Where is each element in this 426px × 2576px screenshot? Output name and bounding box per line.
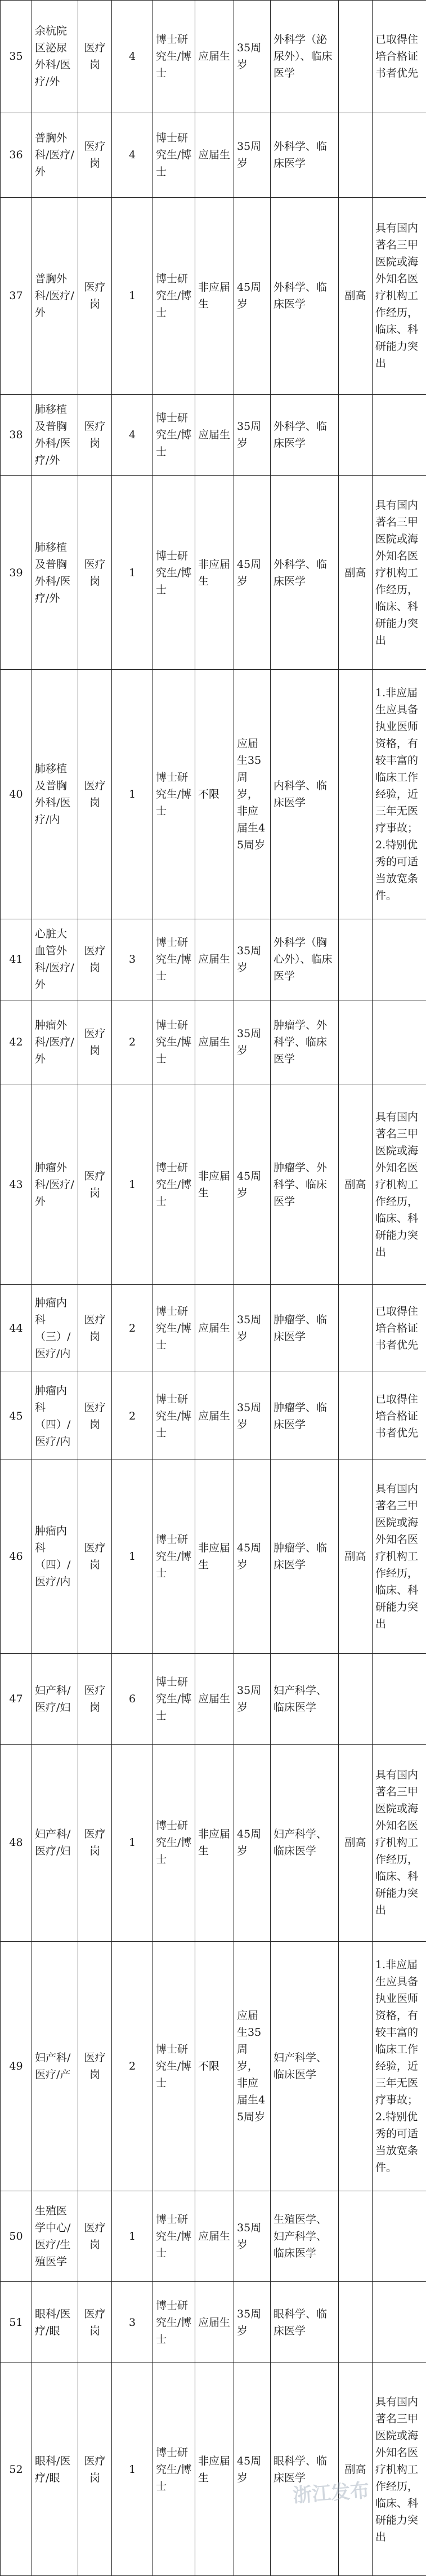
row-number-cell: 36 — [1, 113, 32, 197]
age-limit-cell: 45周岁 — [234, 475, 271, 669]
candidate-type-cell: 应届生 — [195, 1654, 234, 1745]
major-cell: 生殖医学、妇产科学、临床医学 — [271, 2191, 339, 2281]
education-cell: 博士研究生/博士 — [153, 1, 195, 113]
headcount-cell: 4 — [112, 113, 153, 197]
other-requirements-cell: 已取得住培合格证书者优先 — [373, 1, 426, 113]
department-cell: 眼科/医疗/眼 — [32, 2281, 78, 2363]
education-cell: 博士研究生/博士 — [153, 394, 195, 475]
post-type-cell: 医疗岗 — [78, 670, 112, 919]
major-cell: 妇产科学、临床医学 — [271, 1745, 339, 1942]
table-row — [1, 1084, 426, 1284]
department-cell: 普胸外科/医疗/外 — [32, 197, 78, 394]
post-type-cell: 医疗岗 — [78, 2363, 112, 2576]
post-type-cell: 医疗岗 — [78, 1745, 112, 1942]
headcount-cell: 3 — [112, 2281, 153, 2363]
age-limit-cell: 35周岁 — [234, 1, 271, 113]
major-cell: 外科学（泌尿外）、临床医学 — [271, 1, 339, 113]
table-row — [1, 1654, 426, 1745]
major-cell: 肿瘤学、临床医学 — [271, 1460, 339, 1653]
age-limit-cell: 45周岁 — [234, 2363, 271, 2576]
headcount-cell: 2 — [112, 1372, 153, 1460]
candidate-type-cell: 不限 — [195, 1941, 234, 2191]
age-limit-cell: 35周岁 — [234, 1284, 271, 1372]
post-type-cell: 医疗岗 — [78, 1000, 112, 1084]
age-limit-cell: 应届生35周岁，非应届生45周岁 — [234, 1941, 271, 2191]
major-cell: 内科学、临床医学 — [271, 670, 339, 919]
education-cell: 博士研究生/博士 — [153, 475, 195, 669]
candidate-type-cell: 应届生 — [195, 919, 234, 1000]
row-number-cell: 44 — [1, 1284, 32, 1372]
major-cell: 妇产科学、临床医学 — [271, 1941, 339, 2191]
age-limit-cell: 35周岁 — [234, 1372, 271, 1460]
title-cell — [339, 1284, 373, 1372]
age-limit-cell: 45周岁 — [234, 1745, 271, 1942]
education-cell: 博士研究生/博士 — [153, 1000, 195, 1084]
other-requirements-cell — [373, 394, 426, 475]
headcount-cell: 1 — [112, 1460, 153, 1653]
title-cell — [339, 670, 373, 919]
headcount-cell: 2 — [112, 1000, 153, 1084]
department-cell: 妇产科/医疗/妇 — [32, 1654, 78, 1745]
table-row — [1, 1745, 426, 1942]
department-cell: 心脏大血管外科/医疗/外 — [32, 919, 78, 1000]
post-type-cell: 医疗岗 — [78, 919, 112, 1000]
candidate-type-cell: 应届生 — [195, 394, 234, 475]
post-type-cell: 医疗岗 — [78, 2191, 112, 2281]
title-cell — [339, 1941, 373, 2191]
table-row — [1, 475, 426, 669]
department-cell: 妇产科/医疗/妇 — [32, 1745, 78, 1942]
row-number-cell: 37 — [1, 197, 32, 394]
other-requirements-cell: 具有国内著名三甲医院或海外知名医疗机构工作经历，临床、科研能力突出 — [373, 1460, 426, 1653]
row-number-cell: 52 — [1, 2363, 32, 2576]
education-cell: 博士研究生/博士 — [153, 1745, 195, 1942]
department-cell: 眼科/医疗/眼 — [32, 2363, 78, 2576]
row-number-cell: 45 — [1, 1372, 32, 1460]
post-type-cell: 医疗岗 — [78, 2281, 112, 2363]
major-cell: 外科学（胸心外）、临床医学 — [271, 919, 339, 1000]
headcount-cell: 1 — [112, 475, 153, 669]
candidate-type-cell: 应届生 — [195, 1000, 234, 1084]
row-number-cell: 48 — [1, 1745, 32, 1942]
table-row — [1, 1460, 426, 1653]
age-limit-cell: 45周岁 — [234, 1460, 271, 1653]
other-requirements-cell: 1.非应届生应具备执业医师资格，有较丰富的临床工作经验，近三年无医疗事故；2.特别优秀的可适当放宽条件。 — [373, 670, 426, 919]
education-cell: 博士研究生/博士 — [153, 2191, 195, 2281]
row-number-cell: 51 — [1, 2281, 32, 2363]
other-requirements-cell: 具有国内著名三甲医院或海外知名医疗机构工作经历，临床、科研能力突出 — [373, 2363, 426, 2576]
title-cell: 副高 — [339, 1460, 373, 1653]
title-cell: 副高 — [339, 2363, 373, 2576]
education-cell: 博士研究生/博士 — [153, 1654, 195, 1745]
department-cell: 肿瘤外科/医疗/外 — [32, 1084, 78, 1284]
row-number-cell: 49 — [1, 1941, 32, 2191]
age-limit-cell: 35周岁 — [234, 1000, 271, 1084]
education-cell: 博士研究生/博士 — [153, 2363, 195, 2576]
department-cell: 肿瘤内科（四）/医疗/内 — [32, 1372, 78, 1460]
table-row — [1, 113, 426, 197]
table-row — [1, 2363, 426, 2576]
candidate-type-cell: 应届生 — [195, 1372, 234, 1460]
major-cell: 眼科学、临床医学 — [271, 2363, 339, 2576]
post-type-cell: 医疗岗 — [78, 1, 112, 113]
headcount-cell: 4 — [112, 1, 153, 113]
post-type-cell: 医疗岗 — [78, 113, 112, 197]
headcount-cell: 3 — [112, 919, 153, 1000]
title-cell — [339, 919, 373, 1000]
post-type-cell: 医疗岗 — [78, 394, 112, 475]
major-cell: 肿瘤学、外科学、临床医学 — [271, 1084, 339, 1284]
department-cell: 肺移植及普胸外科/医疗/外 — [32, 394, 78, 475]
other-requirements-cell — [373, 1654, 426, 1745]
age-limit-cell: 应届生35周岁，非应届生45周岁 — [234, 670, 271, 919]
headcount-cell: 1 — [112, 1084, 153, 1284]
education-cell: 博士研究生/博士 — [153, 670, 195, 919]
department-cell: 生殖医学中心/医疗/生殖医学 — [32, 2191, 78, 2281]
headcount-cell: 1 — [112, 2363, 153, 2576]
education-cell: 博士研究生/博士 — [153, 1284, 195, 1372]
row-number-cell: 42 — [1, 1000, 32, 1084]
post-type-cell: 医疗岗 — [78, 1941, 112, 2191]
age-limit-cell: 35周岁 — [234, 1654, 271, 1745]
post-type-cell: 医疗岗 — [78, 1372, 112, 1460]
title-cell: 副高 — [339, 1745, 373, 1942]
other-requirements-cell: 已取得住培合格证书者优先 — [373, 1284, 426, 1372]
major-cell: 外科学、临床医学 — [271, 197, 339, 394]
candidate-type-cell: 不限 — [195, 670, 234, 919]
title-cell — [339, 2191, 373, 2281]
title-cell — [339, 1, 373, 113]
other-requirements-cell — [373, 113, 426, 197]
row-number-cell: 41 — [1, 919, 32, 1000]
post-type-cell: 医疗岗 — [78, 475, 112, 669]
other-requirements-cell: 具有国内著名三甲医院或海外知名医疗机构工作经历，临床、科研能力突出 — [373, 1084, 426, 1284]
major-cell: 外科学、临床医学 — [271, 475, 339, 669]
age-limit-cell: 35周岁 — [234, 2281, 271, 2363]
other-requirements-cell — [373, 1000, 426, 1084]
row-number-cell: 35 — [1, 1, 32, 113]
row-number-cell: 40 — [1, 670, 32, 919]
title-cell — [339, 1654, 373, 1745]
education-cell: 博士研究生/博士 — [153, 1941, 195, 2191]
table-row — [1, 1000, 426, 1084]
post-type-cell: 医疗岗 — [78, 1460, 112, 1653]
table-row — [1, 394, 426, 475]
title-cell — [339, 1000, 373, 1084]
other-requirements-cell: 具有国内著名三甲医院或海外知名医疗机构工作经历，临床、科研能力突出 — [373, 1745, 426, 1942]
other-requirements-cell — [373, 2281, 426, 2363]
headcount-cell: 6 — [112, 1654, 153, 1745]
other-requirements-cell: 具有国内著名三甲医院或海外知名医疗机构工作经历，临床、科研能力突出 — [373, 197, 426, 394]
post-type-cell: 医疗岗 — [78, 197, 112, 394]
post-type-cell: 医疗岗 — [78, 1654, 112, 1745]
candidate-type-cell: 应届生 — [195, 2281, 234, 2363]
table-row — [1, 1284, 426, 1372]
department-cell: 肺移植及普胸外科/医疗/内 — [32, 670, 78, 919]
headcount-cell: 4 — [112, 394, 153, 475]
headcount-cell: 1 — [112, 670, 153, 919]
department-cell: 妇产科/医疗/产 — [32, 1941, 78, 2191]
row-number-cell: 47 — [1, 1654, 32, 1745]
table-row — [1, 2191, 426, 2281]
title-cell — [339, 2281, 373, 2363]
other-requirements-cell — [373, 919, 426, 1000]
watermark-logo: 浙江发布 — [292, 2479, 370, 2507]
major-cell: 肿瘤学、外科学、临床医学 — [271, 1000, 339, 1084]
row-number-cell: 46 — [1, 1460, 32, 1653]
post-type-cell: 医疗岗 — [78, 1084, 112, 1284]
title-cell — [339, 1372, 373, 1460]
row-number-cell: 50 — [1, 2191, 32, 2281]
other-requirements-cell: 已取得住培合格证书者优先 — [373, 1372, 426, 1460]
department-cell: 普胸外科/医疗/外 — [32, 113, 78, 197]
major-cell: 眼科学、临床医学 — [271, 2281, 339, 2363]
table-row — [1, 670, 426, 919]
candidate-type-cell: 非应届生 — [195, 2363, 234, 2576]
headcount-cell: 1 — [112, 2191, 153, 2281]
education-cell: 博士研究生/博士 — [153, 197, 195, 394]
education-cell: 博士研究生/博士 — [153, 2281, 195, 2363]
education-cell: 博士研究生/博士 — [153, 1460, 195, 1653]
department-cell: 肿瘤内科（三）/医疗/内 — [32, 1284, 78, 1372]
table-row — [1, 1941, 426, 2191]
other-requirements-cell — [373, 2191, 426, 2281]
other-requirements-cell: 具有国内著名三甲医院或海外知名医疗机构工作经历，临床、科研能力突出 — [373, 475, 426, 669]
department-cell: 肺移植及普胸外科/医疗/外 — [32, 475, 78, 669]
headcount-cell: 1 — [112, 1745, 153, 1942]
title-cell: 副高 — [339, 1084, 373, 1284]
candidate-type-cell: 应届生 — [195, 113, 234, 197]
row-number-cell: 38 — [1, 394, 32, 475]
table-row — [1, 1372, 426, 1460]
other-requirements-cell: 1.非应届生应具备执业医师资格，有较丰富的临床工作经验，近三年无医疗事故；2.特别优秀的可适当放宽条件。 — [373, 1941, 426, 2191]
major-cell: 外科学、临床医学 — [271, 113, 339, 197]
education-cell: 博士研究生/博士 — [153, 113, 195, 197]
major-cell: 外科学、临床医学 — [271, 394, 339, 475]
age-limit-cell: 45周岁 — [234, 1084, 271, 1284]
candidate-type-cell: 应届生 — [195, 1284, 234, 1372]
major-cell: 肿瘤学、临床医学 — [271, 1372, 339, 1460]
candidate-type-cell: 应届生 — [195, 1, 234, 113]
table-row — [1, 197, 426, 394]
education-cell: 博士研究生/博士 — [153, 919, 195, 1000]
candidate-type-cell: 非应届生 — [195, 1460, 234, 1653]
title-cell — [339, 394, 373, 475]
row-number-cell: 39 — [1, 475, 32, 669]
table-row — [1, 1, 426, 113]
age-limit-cell: 35周岁 — [234, 394, 271, 475]
headcount-cell: 2 — [112, 1284, 153, 1372]
department-cell: 肿瘤外科/医疗/外 — [32, 1000, 78, 1084]
title-cell — [339, 113, 373, 197]
title-cell: 副高 — [339, 475, 373, 669]
age-limit-cell: 35周岁 — [234, 919, 271, 1000]
education-cell: 博士研究生/博士 — [153, 1372, 195, 1460]
candidate-type-cell: 非应届生 — [195, 1745, 234, 1942]
candidate-type-cell: 非应届生 — [195, 475, 234, 669]
row-number-cell: 43 — [1, 1084, 32, 1284]
headcount-cell: 1 — [112, 197, 153, 394]
department-cell: 肿瘤内科（四）/医疗/内 — [32, 1460, 78, 1653]
post-type-cell: 医疗岗 — [78, 1284, 112, 1372]
candidate-type-cell: 非应届生 — [195, 197, 234, 394]
department-cell: 余杭院区泌尿外科/医疗/外 — [32, 1, 78, 113]
table-row — [1, 2281, 426, 2363]
age-limit-cell: 35周岁 — [234, 113, 271, 197]
age-limit-cell: 45周岁 — [234, 197, 271, 394]
major-cell: 肿瘤学、临床医学 — [271, 1284, 339, 1372]
table-row — [1, 919, 426, 1000]
candidate-type-cell: 非应届生 — [195, 1084, 234, 1284]
education-cell: 博士研究生/博士 — [153, 1084, 195, 1284]
age-limit-cell: 35周岁 — [234, 2191, 271, 2281]
title-cell: 副高 — [339, 197, 373, 394]
headcount-cell: 2 — [112, 1941, 153, 2191]
major-cell: 妇产科学、临床医学 — [271, 1654, 339, 1745]
candidate-type-cell: 应届生 — [195, 2191, 234, 2281]
